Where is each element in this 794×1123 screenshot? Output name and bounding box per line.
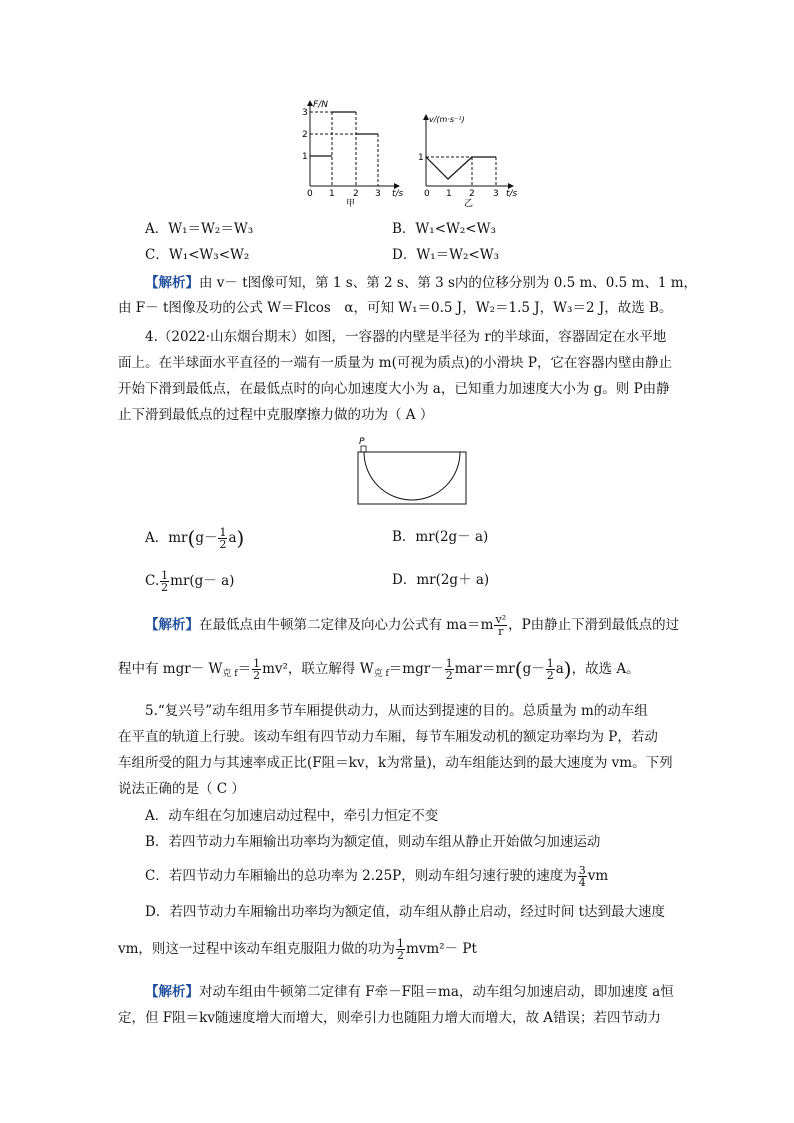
force-time-graph — [296, 98, 406, 208]
q3-option-d: D．W₁＝W₂<W₃ — [392, 247, 499, 263]
q5-option-d-line-1: D．若四节动力车厢输出功率均为额定值，动车组从静止启动，经过时间 t达到最大速度 — [145, 904, 666, 920]
q5-stem-line-4: 说法正确的是（ C ） — [118, 781, 245, 797]
x-tick-1: 1 — [446, 189, 452, 199]
x-tick-0: 0 — [424, 189, 430, 199]
q4-stem-line-1: 4.（2022·山东烟台期末）如图，一容器的内壁是半径为 r的半球面，容器固定在水平地 — [145, 329, 667, 345]
q5-option-d-line-2: vm，则这一过程中该动车组克服阻力做的功为 $\frac{1}{2}$ mvm²－ Pt — [118, 937, 477, 962]
q5-stem-line-2: 在平直的轨道上行驶。该动车组有四节动力车厢，每节车厢发动机的额定功率均为 P，若动 — [118, 729, 658, 745]
q3-option-b: B．W₁<W₂<W₃ — [392, 221, 496, 237]
x-tick-3: 3 — [493, 189, 499, 199]
velocity-time-graph — [414, 110, 524, 210]
y-axis-label: F/N — [313, 100, 328, 110]
graph-caption: 甲 — [346, 199, 356, 208]
y-tick-3: 3 — [302, 108, 308, 118]
y-tick-1: 1 — [302, 152, 308, 162]
q4-stem-line-2: 面上。在半球面水平直径的一端有一质量为 m(可视为质点)的小滑块 P，它在容器内壁由静止 — [118, 355, 672, 371]
q4-stem-line-4: 止下滑到最低点的过程中克服摩擦力做的功为（ A ） — [118, 407, 434, 423]
x-axis-label: t/s — [506, 189, 518, 199]
hemisphere-container-figure — [352, 436, 470, 506]
q4-stem-line-3: 开始下滑到最低点，在最低点时的向心加速度大小为 a，已知重力加速度大小为 g。则 P由静 — [118, 381, 670, 397]
q5-option-a: A．动车组在匀加速启动过程中，牵引力恒定不变 — [145, 808, 439, 824]
q3-option-c: C．W₁<W₃<W₂ — [145, 247, 250, 263]
graph-caption: 乙 — [464, 199, 474, 209]
q3-option-a: A．W₁＝W₂＝W₃ — [145, 221, 254, 237]
q3-solution-line-1: 【解析】由 v－ t图像可知，第 1 s、第 2 s、第 3 s内的位移分别为 0.5 m、0.5 m、1 m， — [145, 275, 698, 291]
x-tick-2: 2 — [353, 189, 359, 199]
y-tick-1: 1 — [418, 153, 424, 163]
q5-stem-line-3: 车组所受的阻力与其速率成正比(F阻＝kv，k为常量)，动车组能达到的最大速度为 vm。下列 — [118, 755, 673, 771]
q3-solution-line-2: 由 F－ t图像及功的公式 W＝Flcos α，可知 W₁＝0.5 J，W₂＝1.5 J，W₃＝2 J，故选 B。 — [118, 300, 673, 316]
q4-solution-line-2: 程中有 $mgr- W_{克 f}=$ $\frac{1}{2}$ mv²，联立解得 $W_{克 f}=mgr-$ $\frac{1}{2}$ mar＝mr(g－ $\frac{1}{2}$ a)，故选 A。 — [118, 657, 640, 682]
solution-tag: 【解析】 — [145, 617, 199, 633]
q5-stem-line-1: 5.“复兴号”动车组用多节车厢提供动力，从而达到提速的目的。总质量为 m的动车组 — [145, 703, 648, 719]
q4-option-a: A．mr(g－ $\frac{1}{2}$ a) — [145, 526, 245, 551]
q4-option-b: B．mr(2g－ a) — [392, 529, 489, 545]
q4-solution-line-1: 【解析】在最低点由牛顿第二定律及向心力公式有 ma＝m $\frac{\text{v²}}{r}$ ，P由静止下滑到最低点的过 — [145, 613, 680, 638]
q5-option-c: C．若四节动力车厢输出的总功率为 2.25P，则动车组匀速行驶的速度为 $\frac{3}{4}$ vm — [145, 864, 609, 889]
q4-option-c: C. $\frac{1}{2}$ mr(g－ a) — [145, 569, 235, 594]
q5-option-b: B．若四节动力车厢输出功率均为额定值，则动车组从静止开始做匀加速运动 — [145, 834, 601, 850]
q5-solution-line-1: 【解析】对动车组由牛顿第二定律有 F牵－F阻＝ma，动车组匀加速启动，即加速度 a恒 — [145, 984, 674, 1000]
x-tick-1: 1 — [329, 189, 335, 199]
y-axis-label: v/(m·s⁻¹) — [429, 115, 465, 124]
x-tick-0: 0 — [307, 189, 313, 199]
x-tick-2: 2 — [469, 189, 475, 199]
x-axis-label: t/s — [392, 189, 404, 199]
q4-option-d: D．mr(2g＋ a) — [392, 572, 490, 588]
q5-solution-line-2: 定，但 F阻＝kv随速度增大而增大，则牵引力也随阻力增大而增大，故 A错误；若四节动力 — [118, 1010, 662, 1026]
solution-tag: 【解析】 — [145, 984, 199, 1000]
y-tick-2: 2 — [302, 130, 308, 140]
x-tick-3: 3 — [375, 189, 381, 199]
slider-label: P — [359, 437, 365, 447]
solution-tag: 【解析】 — [145, 275, 199, 291]
